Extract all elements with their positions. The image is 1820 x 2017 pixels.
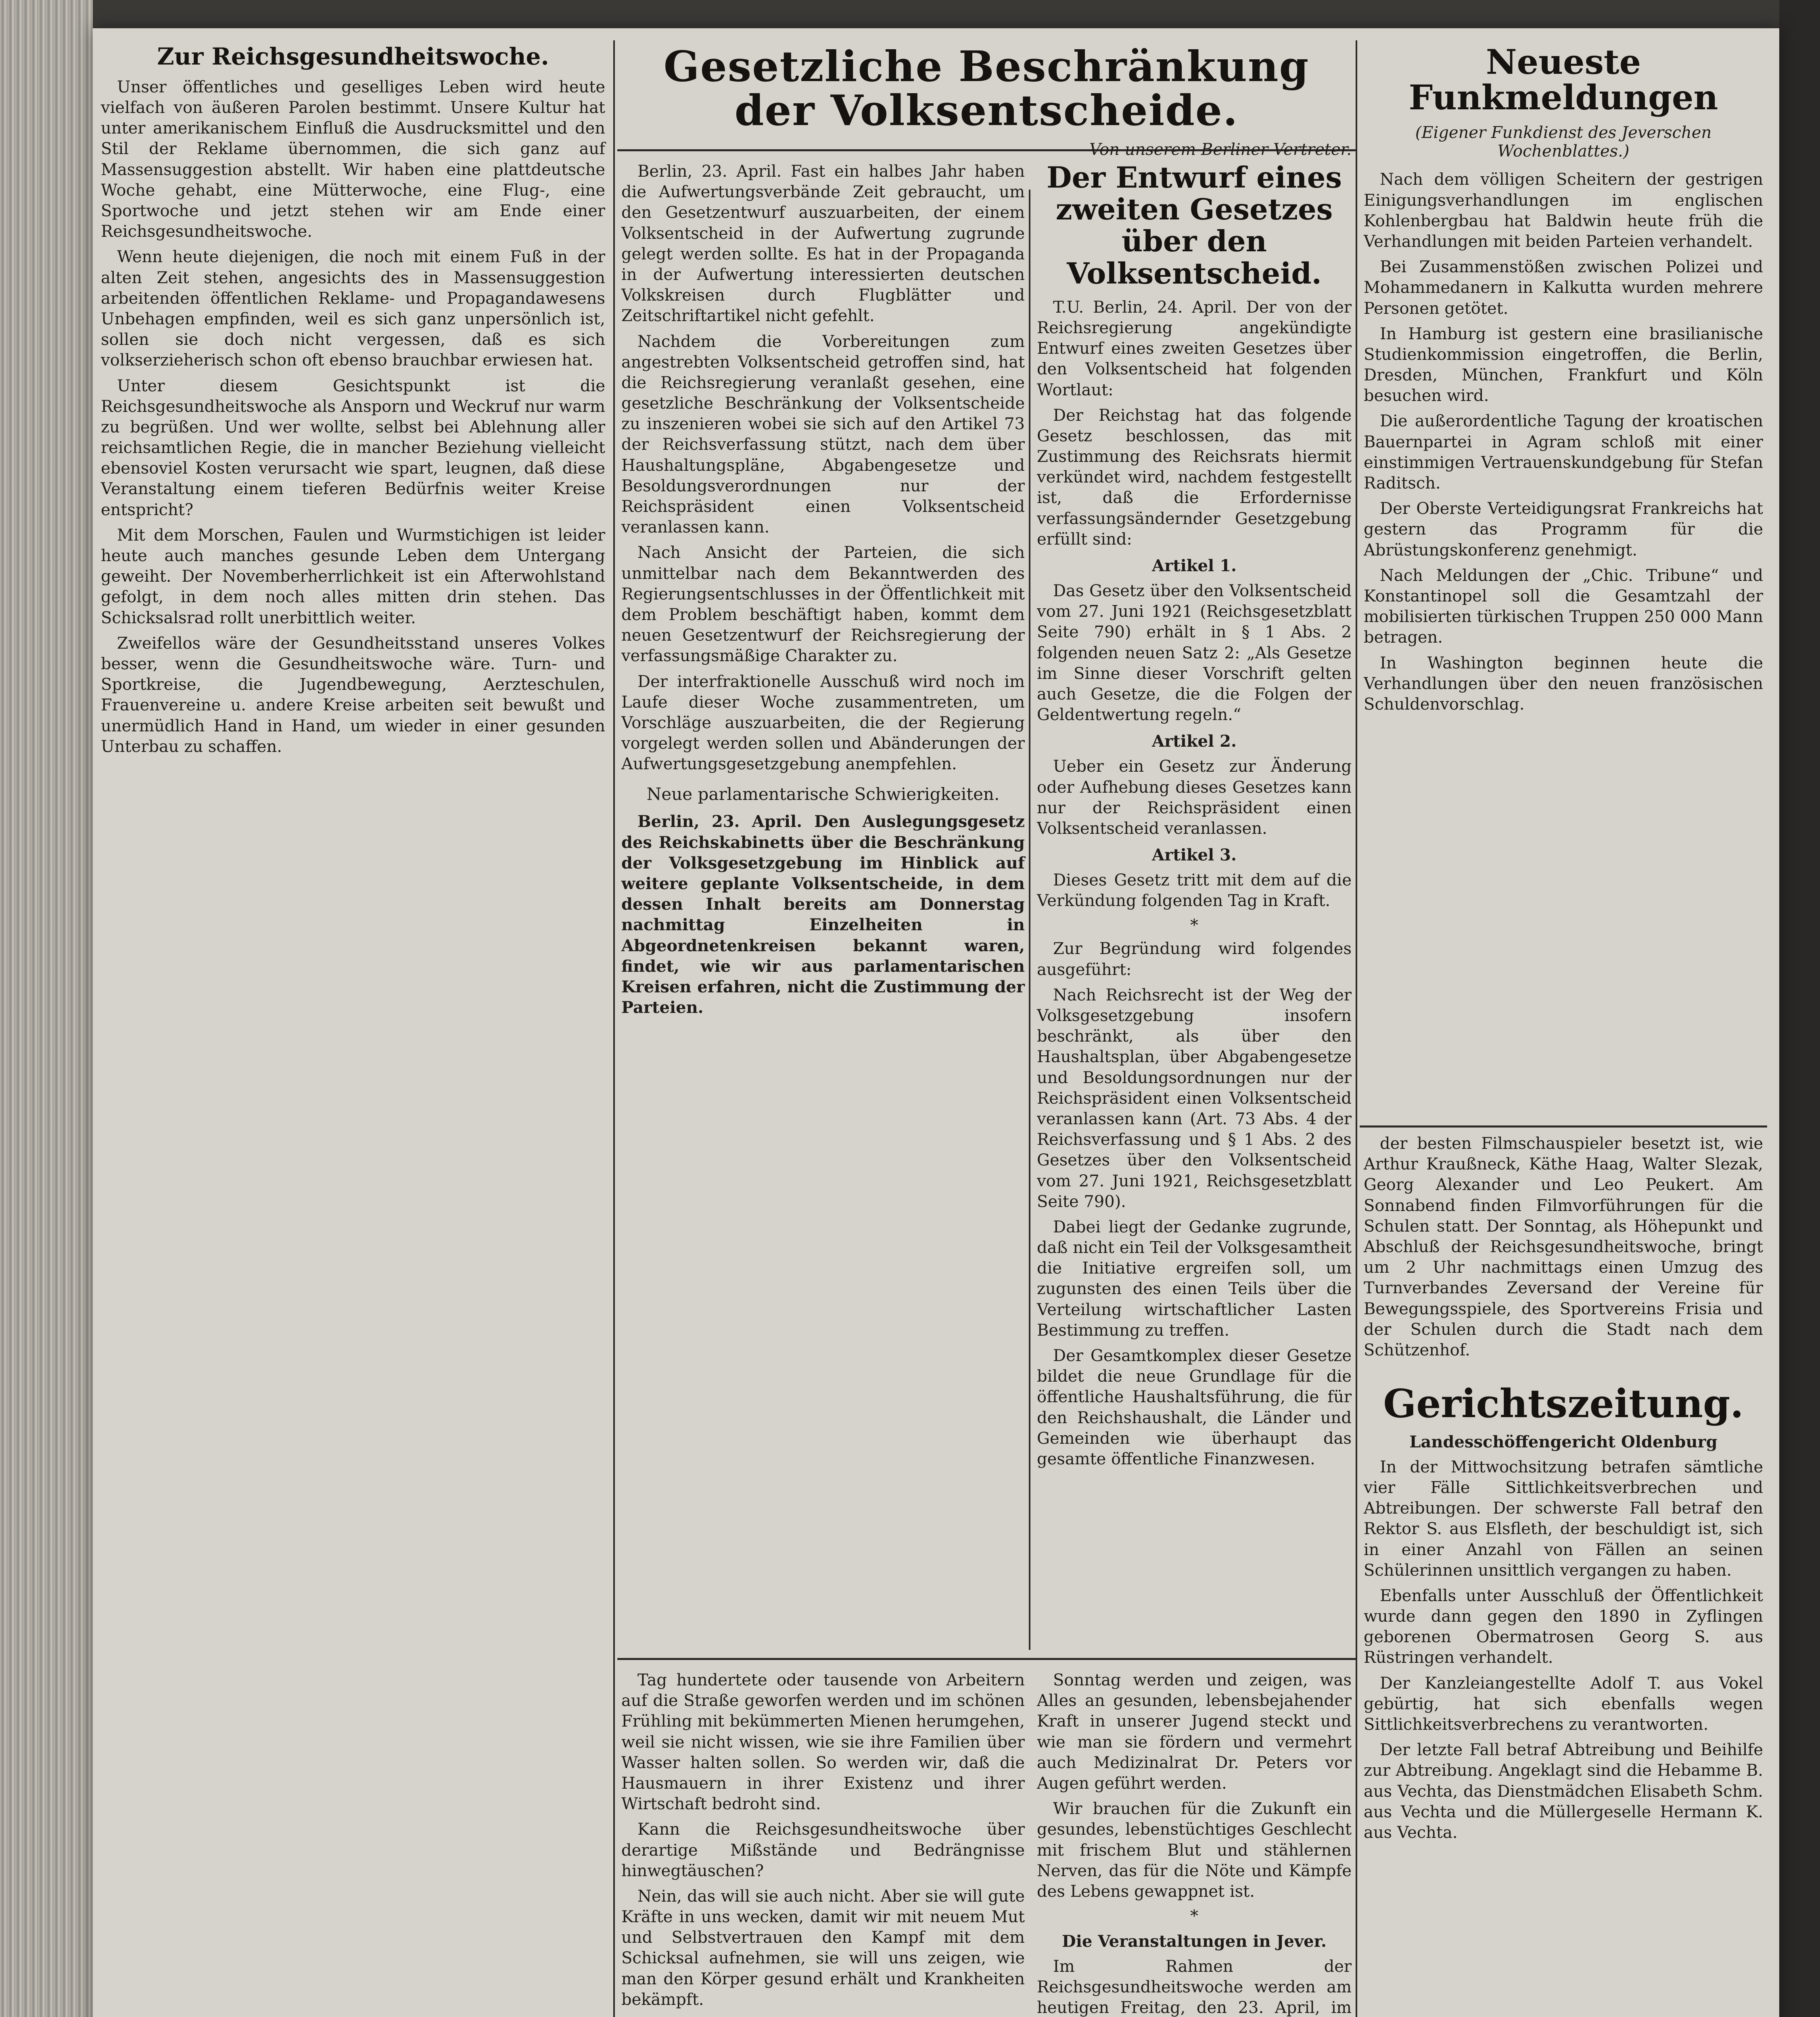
book-page-edges bbox=[0, 0, 93, 2017]
article-paragraph: Wir brauchen für die Zukunft ein gesundes, lebenstüchtiges Geschlecht mit frischem Blut und stählernen Nerven, das für die Nöte und Kämpfe des Lebens gewappnet ist. bbox=[1037, 1800, 1352, 1901]
column-reichsgesundheitswoche bbox=[101, 44, 605, 2017]
byline: (Eigener Funkdienst des Jeverschen Wochenblattes.) bbox=[1415, 123, 1712, 161]
article-paragraph: Zweifellos wäre der Gesundheitsstand unseres Volkes besser, wenn die Gesundheitswoche wäre. Turn- und Sportkreise, die Jugendbewegung, Aerzteschulen, Frauenvereine u. andere Kreise arbeiten seit bewußt und unermüdlich Hand in Hand, um wieder in einer gesunden Unterbau zu schaffen. bbox=[101, 634, 605, 756]
article-1-text: Das Gesetz über den Volksentscheid vom 27. Juni 1921 (Reichsgesetzblatt Seite 790) erhält in § 1 Abs. 2 folgenden neuen Satz 2: „Als Gesetze im Sinne dieser Vorschrift gelten auch Gesetze, die die Folgen der Geldentwertung regeln.“ bbox=[1037, 582, 1352, 725]
article-paragraph: Berlin, 23. April. Fast ein halbes Jahr haben die Aufwertungsverbände Zeit gebraucht, um den Gesetzentwurf auszuarbeiten, der einem Volksentscheid in der Aufwertung zugrunde gelegt werden sollte. Es hat in der Propaganda in der Aufwertung interessierten deutschen Volkskreisen durch Flugblätter und Zeitschriftartikel nicht gefehlt. bbox=[621, 162, 1025, 326]
article-headline: Zur Reichsgesundheitswoche. bbox=[157, 43, 549, 70]
article-3-text: Dieses Gesetz tritt mit dem auf die Verkündung folgenden Tag in Kraft. bbox=[1037, 871, 1352, 910]
article-headline: Der Entwurf eines zweiten Gesetzes über den Volksentscheid. bbox=[1047, 160, 1342, 290]
column-volksentscheide bbox=[621, 161, 1025, 1650]
article-1-heading: Artikel 1. bbox=[1152, 556, 1237, 575]
article-2-heading: Artikel 2. bbox=[1152, 732, 1237, 751]
court-item: In der Mittwochsitzung betrafen sämtliche vier Fälle Sittlichkeitsverbrechen und Abtreibungen. Der schwerste Fall betraf den Rektor S. aus Elsfleth, der beschuldigt ist, sich in einer Anzahl von Fällen an seinen Schülerinnen unsittlich vergangen zu haben. bbox=[1364, 1457, 1763, 1580]
article-paragraph: Nach Reichsrecht ist der Weg der Volksgesetzgebung insofern beschränkt, als über den Haushaltsplan, über Abgabengesetze und Besoldungsordnungen nur der Reichspräsident einen Volksentscheid veranlassen kann (Art. 73 Abs. 4 der Reichsverfassung und § 1 Abs. 2 des Gesetzes über den Volksentscheid vom 27. Juni 1921, Reichsgesetzblatt Seite 790). bbox=[1037, 986, 1352, 1211]
section-rule bbox=[1360, 1125, 1767, 1128]
column-gerichtszeitung bbox=[1364, 1381, 1763, 2017]
separator-star: * bbox=[1190, 1907, 1198, 1926]
article-paragraph: Unser öffentliches und geselliges Leben wird heute vielfach von äußeren Parolen bestimmt. Unsere Kultur hat unter amerikanischem Einfluß die Ausdrucksmittel und den Stil der Reklame übernommen, die sich ganz auf Massensuggestion abstellt. Wir haben eine plattdeutsche Woche gehabt, eine Mütterwoche, eine Flug-, eine Sportwoche und jetzt stehen wir am Ende einer Reichsgesundheitswoche. bbox=[101, 77, 605, 241]
article-paragraph: Tag hundertete oder tausende von Arbeitern auf die Straße geworfen werden und im schönen Frühling mit bekümmerten Mienen herumgehen, weil sie nicht wissen, wie sie ihre Familien über Wasser halten sollen. So werden wir, daß die Hausmauern in ihrer Existenz und ihrer Wirtschaft bedroht sind. bbox=[621, 1671, 1025, 1814]
article-3-heading: Artikel 3. bbox=[1152, 846, 1237, 865]
column-rule bbox=[613, 40, 615, 2017]
article-paragraph: Unter diesem Gesichtspunkt ist die Reichsgesundheitswoche als Ansporn und Weckruf nur warm zu begrüßen. Und wer wollte, selbst bei Ablehnung aller reichsamtlichen Regie, die in mancher Beziehung vielleicht ebensoviel Kosten verursacht wie spart, leugnen, daß diese Veranstaltung einem tieferen Bedürfnis weiter Kreise entspricht? bbox=[101, 376, 605, 519]
section-subhead: Die Veranstaltungen in Jever. bbox=[1062, 1932, 1327, 1951]
section-subhead: Neue parlamentarische Schwierigkeiten. bbox=[646, 784, 1000, 804]
main-headline-block bbox=[621, 42, 1352, 159]
article-paragraph: der besten Filmschauspieler besetzt ist, wie Arthur Kraußneck, Käthe Haag, Walter Slezak, Georg Alexander und Leo Peukert. Am Sonnabend finden Filmvorführungen für die Schulen statt. Der Sonntag, als Höhepunkt und Abschluß der Reichsgesundheitswoche, bringt um 2 Uhr nachmittags einen Umzug des Turnverbandes Zeversand der Vereine für Bewegungsspiele, des Sportvereins Frisia und der Schulen durch die Stadt nach dem Schützenhof. bbox=[1364, 1134, 1763, 1359]
court-item: Der letzte Fall betraf Abtreibung und Beihilfe zur Abtreibung. Angeklagt sind die Hebamme B. aus Vechta, das Dienstmädchen Elisabeth Schm. aus Vechta und die Müllergeselle Hermann K. aus Vechta. bbox=[1364, 1741, 1763, 1842]
news-item: Nach Meldungen der „Chic. Tribune“ und Konstantinopel soll die Gesamtzahl der mobilisierten türkischen Truppen 250 000 Mann betragen. bbox=[1364, 566, 1763, 647]
reason-intro: Zur Begründung wird folgendes ausgeführt: bbox=[1037, 940, 1352, 979]
news-item: In Hamburg ist gestern eine brasilianische Studienkommission eingetroffen, die Berlin, Dresden, München, Frankfurt und Köln besuchen wird. bbox=[1364, 324, 1763, 405]
news-item: Der Oberste Verteidigungsrat Frankreichs hat gestern das Programm für die Abrüstungskonferenz genehmigt. bbox=[1364, 499, 1763, 560]
article-paragraph: Mit dem Morschen, Faulen und Wurmstichigen ist leider heute auch manches gesunde Leben dem Untergang geweiht. Der Novemberherrlichkeit ist ein Afterwohlstand gefolgt, in dem noch alles mitten drin stehen. Das Schicksalsrad rollt unerbittlich weiter. bbox=[101, 526, 605, 627]
article-paragraph: Wenn heute diejenigen, die noch mit einem Fuß in der alten Zeit stehen, angesichts des in Massensuggestion arbeitenden öffentlichen Reklame- und Propagandawesens Unbehagen empfinden, weil es sich ganz unpersönlich ist, sollen sie doch nicht vergessen, daß es sich volkserzieherisch schon oft ebenso brauchbar erwiesen hat. bbox=[101, 248, 605, 370]
section-rule bbox=[617, 1658, 1356, 1660]
news-item: Bei Zusammenstößen zwischen Polizei und Mohammedanern in Kalkutta wurden mehrere Personen getötet. bbox=[1364, 258, 1763, 318]
article-paragraph: T.U. Berlin, 24. April. Der von der Reichsregierung angekündigte Entwurf eines zweiten Gesetzes über den Volksentscheid hat folgenden Wortlaut: bbox=[1037, 298, 1352, 399]
scan-margin bbox=[1779, 0, 1820, 2017]
news-item: In Washington beginnen heute die Verhandlungen über den neuen französischen Schuldenvorschlag. bbox=[1364, 654, 1763, 714]
article-paragraph: Kann die Reichsgesundheitswoche über derartige Mißstände und Bedrängnisse hinwegtäuschen? bbox=[621, 1820, 1025, 1880]
article-2-text: Ueber ein Gesetz zur Änderung oder Aufhebung dieses Gesetzes kann nur der Reichspräsident einen Volksentscheid veranlassen. bbox=[1037, 757, 1352, 838]
article-paragraph: Nein, das will sie auch nicht. Aber sie will gute Kräfte in uns wecken, damit wir mit neuem Mut und Selbstvertrauen den Kampf mit dem Schicksal aufnehmen, sie will uns zeigen, wie man den Körper gesund erhält und Krankheiten bekämpft. bbox=[621, 1887, 1025, 2009]
court-item: Der Kanzleiangestellte Adolf T. aus Vokel gebürtig, hat sich ebenfalls wegen Sittlichkeitsverbrechens zu verantworten. bbox=[1364, 1674, 1763, 1734]
column-rule bbox=[1356, 40, 1357, 2017]
news-item: Die außerordentliche Tagung der kroatischen Bauernpartei in Agram schloß mit einer einstimmigen Vertrauenskundgebung für Stefan Raditsch. bbox=[1364, 412, 1763, 493]
bottom-column-right bbox=[1037, 1670, 1352, 2017]
news-item: Nach dem völligen Scheitern der gestrigen Einigungsverhandlungen im englischen Kohlenbergbau hat Baldwin heute früh die Verhandlungen mit beiden Parteien verhandelt. bbox=[1364, 170, 1763, 251]
main-headline: Gesetzliche Beschränkung der Volksentscheide. bbox=[663, 42, 1310, 136]
article-paragraph: Dabei liegt der Gedanke zugrunde, daß nicht ein Teil der Volksgesamtheit die Initiative ergreifen soll, um zugunsten des einen Teils über die Verteilung wirtschaftlicher Lasten Bestimmung zu treffen. bbox=[1037, 1217, 1352, 1340]
byline: Von unserem Berliner Vertreter. bbox=[1089, 140, 1352, 159]
article-headline: Gerichtszeitung. bbox=[1383, 1381, 1744, 1426]
article-paragraph: Sonntag werden und zeigen, was Alles an gesunden, lebensbejahender Kraft in unserer Jugend steckt und wie man sie fördern und vermehrt auch Medizinalrat Dr. Peters vor Augen geführt werden. bbox=[1037, 1671, 1352, 1793]
article-paragraph: Nachdem die Vorbereitungen zum angestrebten Volksentscheid getroffen sind, hat die Reichsregierung veranlaßt gesehen, eine gesetzliche Beschränkung der Volksentscheide zu inszenieren wobei sie sich auf den Artikel 73 der Reichsverfassung stützt, nach dem über Haushaltungspläne, Abgabengesetze und Besoldungsverordnungen nur der Reichspräsident einen Volksentscheid veranlassen kann. bbox=[621, 332, 1025, 537]
article-headline: Neueste Funkmeldungen bbox=[1408, 42, 1718, 118]
article-paragraph: Der Reichstag hat das folgende Gesetz beschlossen, das mit Zustimmung des Reichsrats hiermit verkündet wird, nachdem festgestellt ist, daß die Erfordernisse verfassungsändernder Gesetzgebung erfüllt sind: bbox=[1037, 406, 1352, 549]
court-subhead: Landesschöffengericht Oldenburg bbox=[1409, 1432, 1718, 1451]
separator-star: * bbox=[1190, 916, 1198, 935]
article-paragraph-bold: Berlin, 23. April. Den Auslegungsgesetz des Reichskabinetts über die Beschränkung der Volksgesetzgebung im Hinblick auf weitere geplante Volksentscheide, in dem dessen Inhalt bereits am Donnerstag nachmittag Einzelheiten in Abgeordnetenkreisen bekannt waren, findet, wie wir aus parlamentarischen Kreisen erfahren, nicht die Zustimmung der Parteien. bbox=[621, 812, 1025, 1017]
article-paragraph: Der Gesamtkomplex dieser Gesetze bildet die neue Grundlage für die öffentliche Haushaltsführung, die für den Reichshaushalt, die Länder und Gemeinden wie überhaupt das gesamte öffentliche Finanzwesen. bbox=[1037, 1347, 1352, 1468]
article-paragraph: Nach Ansicht der Parteien, die sich unmittelbar nach dem Bekanntwerden des Regierungsentschlusses in der Öffentlichkeit mit dem Problem beschäftigt haben, kommt dem neuen Gesetzentwurf der Reichsregierung der verfassungsmäßige Charakter zu. bbox=[621, 543, 1025, 666]
column-gesetzentwurf bbox=[1037, 161, 1352, 1650]
newspaper-page bbox=[93, 28, 1779, 2017]
court-item: Ebenfalls unter Ausschluß der Öffentlichkeit wurde dann gegen den 1890 in Zyflingen geborenen Obermatrosen Georg S. aus Rüstringen verhandelt. bbox=[1364, 1586, 1763, 1667]
column-funkmeldungen bbox=[1364, 44, 1763, 1117]
column-rule bbox=[1029, 190, 1030, 1650]
bottom-column-left bbox=[621, 1670, 1025, 2017]
column-film-continuation bbox=[1364, 1134, 1763, 1376]
article-paragraph: Der interfraktionelle Ausschuß wird noch im Laufe dieser Woche zusammentreten, um Vorschläge auszuarbeiten, die der Regierung vorgelegt werden sollen und Abänderungen der Aufwertungsgesetzgebung anempfehlen. bbox=[621, 672, 1025, 774]
article-paragraph: Im Rahmen der Reichsgesundheitswoche werden am heutigen Freitag, den 23. April, im bbox=[1037, 1957, 1352, 2017]
